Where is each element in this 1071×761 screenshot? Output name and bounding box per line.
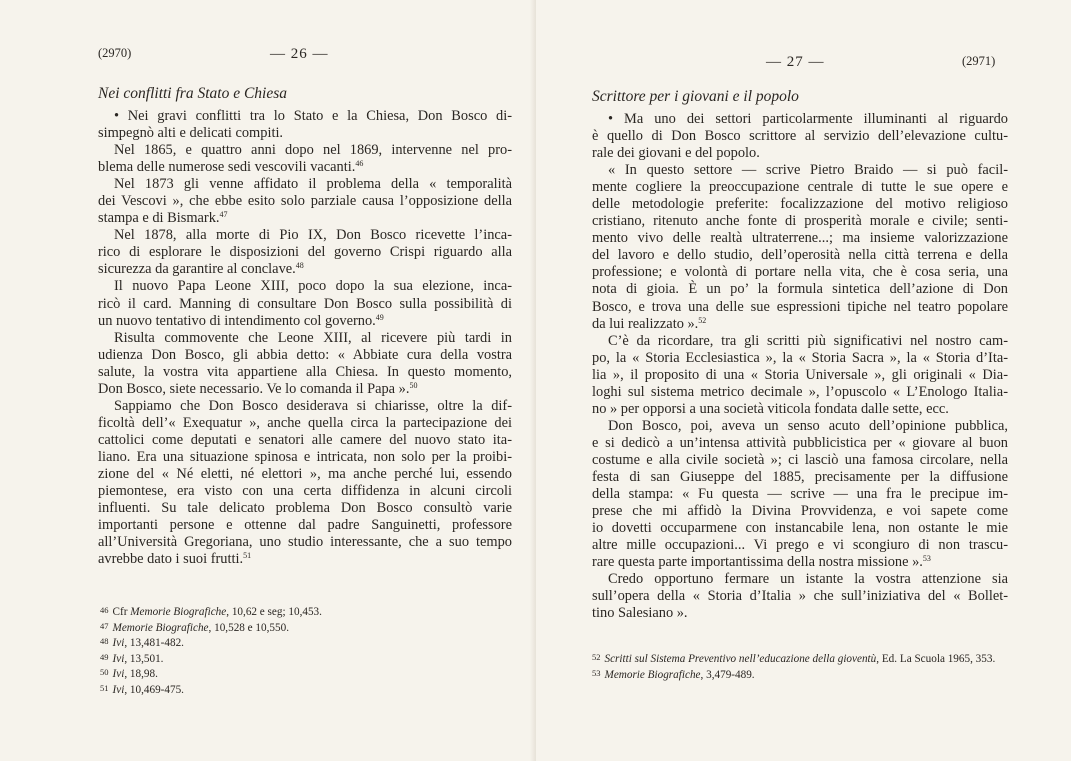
text-line: del lavoro e dello studio, dell’operosità nella città terrena e della <box>592 247 1008 264</box>
text-line: no » per opporsi a una società viticola fondata dalle sette, ecc. <box>592 400 949 417</box>
footnote-ref: 52 <box>698 315 707 325</box>
text-line: simpegnò alti e delicati compiti. <box>98 125 284 142</box>
footnote-ref: 51 <box>243 551 252 561</box>
text-line: Nel 1865, e quattro anni dopo nel 1869, intervenne nel pro- <box>114 142 512 159</box>
text-line: mento vivo delle realtà ultraterrene...; ma insieme valorizzazione <box>592 230 1008 247</box>
right-page-code: (2971) <box>962 54 996 68</box>
text-line: Bosco, e trova una delle sue espressioni tipiche nel teatro popolare <box>592 298 1008 315</box>
text-line: rare questa parte importantissima della nostra missione ».$^{53}$ <box>592 554 931 571</box>
text-line: rico di esplorare le disposizioni del governo Crispi riguardo alla <box>98 244 512 261</box>
text-line: loghi sul sistema metrico decimale », l’opuscolo « L’Enologo Italia- <box>592 383 1008 400</box>
left-page-number: — 26 — <box>270 46 329 62</box>
text-line: mente cogliere la preoccupazione centrale di tutte le sue opere e <box>592 179 1008 196</box>
text-line: zione del « Né eletti, né elettori », ma anche perché lui, essendo <box>98 465 512 482</box>
text-line: costume e alla civile società »; ci lasciò una famosa circolare, nella <box>592 451 1008 468</box>
footnote: 46 Cfr Memorie Biografiche, 10,62 e seg; 10,453. <box>100 605 322 618</box>
right-page <box>536 0 1071 761</box>
left-footnotes <box>100 604 500 698</box>
text-line: cattolici come deputati e senatori alle camere del nuovo stato ita- <box>98 431 512 448</box>
text-line: C’è da ricordare, tra gli scritti più significativi nel nostro cam- <box>608 332 1008 349</box>
right-footnotes <box>592 651 1008 682</box>
footnote: 53 Memorie Biografiche, 3,479-489. <box>592 667 755 681</box>
left-page-code: (2970) <box>98 46 132 60</box>
text-line: • Ma uno dei settori particolarmente illuminanti al riguardo <box>608 111 1008 127</box>
right-page-number: — 27 — <box>766 54 825 70</box>
footnote: 48 Ivi, 13,481-482. <box>100 636 184 650</box>
text-line: nota di gioia. È un po’ la formula sintetica dell’azione di Don <box>592 281 1008 298</box>
text-line: influenti. Su tale delicato problema Don Bosco consultò varie <box>98 500 512 517</box>
footnote: 47 Memorie Biografiche, 10,528 e 10,550. <box>100 620 289 634</box>
text-line: io dovetti occuparmene con instancabile lena, non ostante le mie <box>592 520 1008 537</box>
right-section-title: Scrittore per i giovani e il popolo <box>592 88 799 105</box>
text-line: dei Vescovi », che ebbe esito solo parziale causa l’opposizione della <box>98 193 512 210</box>
text-line: « In questo settore — scrive Pietro Braido — si può facil- <box>608 162 1008 179</box>
text-line: rale dei giovani e del popolo. <box>592 145 760 162</box>
text-line: festa di san Giuseppe del 1885, precisamente per la diffusione <box>592 468 1008 485</box>
text-line: da lui realizzato ».$^{52}$ <box>592 315 707 332</box>
footnote-ref: 49 <box>375 312 384 322</box>
text-line: sicurezza da garantire al conclave.$^{48}$ <box>98 261 304 278</box>
text-line: po, la « Storia Ecclesiastica », la « Storia Sacra », la « Storia d’Ita- <box>592 349 1008 366</box>
right-body-text <box>592 111 1008 622</box>
text-line: • Nei gravi conflitti tra lo Stato e la Chiesa, Don Bosco di- <box>114 108 512 124</box>
text-line: Don Bosco, siete necessario. Ve lo comanda il Papa ».$^{50}$ <box>98 380 418 397</box>
text-line: professione; e volontà di portare nella vita, che è cosa seria, una <box>592 264 1008 281</box>
left-body-text <box>98 108 512 568</box>
text-line: cristiano, ritenuto anche fonte di prosperità morale e civile; senti- <box>592 213 1008 230</box>
text-line: stampa e di Bismark.$^{47}$ <box>98 210 228 227</box>
text-line: blema delle numerose sedi vescovili vacanti.$^{46}$ <box>98 159 364 176</box>
footnote-ref: 48 <box>295 261 304 271</box>
text-line: ricò il card. Manning di consultare Don Bosco sulla possibilità di <box>98 295 512 312</box>
text-line: udienza Don Bosco, gli abbia detto: « Abbiate cura della vostra <box>98 346 512 363</box>
text-line: e si dedicò a un’intensa attività pubblicistica per « giovare al buon <box>592 434 1008 451</box>
footnote: 49 Ivi, 13,501. <box>100 651 164 665</box>
text-line: prese che mi affidò la Divina Provvidenza, e voi sapete come <box>592 503 1008 520</box>
text-line: Sappiamo che Don Bosco desiderava si chiarisse, oltre la dif- <box>114 397 512 414</box>
text-line: liano. Era una situazione spinosa e intricata, non solo per la proibi- <box>98 448 512 465</box>
footnote: 52 Scritti sul Sistema Preventivo nell’educazione della gioventù, Ed. La Scuola 1965, 353. <box>592 652 996 665</box>
footnote-ref: 53 <box>922 554 931 564</box>
footnote: 51 Ivi, 10,469-475. <box>100 682 184 696</box>
text-line: lia », il proposito di una « Storia Universale », gli originali « Dia- <box>592 366 1008 383</box>
text-line: Don Bosco, poi, aveva un senso acuto dell’opinione pubblica, <box>608 417 1008 434</box>
text-line: ficoltà dell’« Exequatur », anche quella circa la partecipazione dei <box>98 414 512 431</box>
text-line: importanti persone e ottenne dal padre Sanguinetti, professore <box>98 517 512 534</box>
footnote: 50 Ivi, 18,98. <box>100 667 158 681</box>
text-line: Nel 1878, alla morte di Pio IX, Don Bosco ricevette l’inca- <box>114 227 512 244</box>
text-line: un nuovo tentativo di intendimento col governo.$^{49}$ <box>98 312 384 329</box>
footnote-ref: 46 <box>355 159 364 169</box>
text-line: della stampa: « Fu questa — scrive — una fra le precipue im- <box>592 486 1008 503</box>
text-line: tino Salesiano ». <box>592 605 688 622</box>
text-line: Credo opportuno fermare un istante la vostra attenzione sia <box>608 571 1008 588</box>
text-line: piemontese, era visto con una certa diffidenza in alcuni circoli <box>98 483 512 500</box>
text-line: altre mille occupazioni... Vi prego e vi scongiuro di non trascu- <box>592 537 1008 554</box>
text-line: avrebbe dato i suoi frutti.$^{51}$ <box>98 551 252 568</box>
text-line: Nel 1873 gli venne affidato il problema della « temporalità <box>114 176 512 193</box>
footnote-ref: 47 <box>219 210 228 220</box>
text-line: salute, la vostra vita appartiene alla Chiesa. In questo momento, <box>98 363 512 380</box>
left-section-title: Nei conflitti fra Stato e Chiesa <box>98 85 288 102</box>
text-line: è quello di Don Bosco scrittore al servizio dell’elevazione cultu- <box>592 128 1008 145</box>
text-line: Risulta commovente che Leone XIII, al ricevere più tardi in <box>114 329 512 346</box>
text-line: sull’opera della « Storia d’Italia » che sull’iniziativa del « Bollet- <box>592 588 1008 605</box>
text-line: all’Università Gregoriana, uno studio interessante, che a suo tempo <box>98 534 512 551</box>
text-line: delle metodologie preferite: focalizzazione del motivo religioso <box>592 196 1008 213</box>
footnote-ref: 50 <box>409 380 418 390</box>
text-line: Il nuovo Papa Leone XIII, poco dopo la sua elezione, inca- <box>114 278 512 295</box>
